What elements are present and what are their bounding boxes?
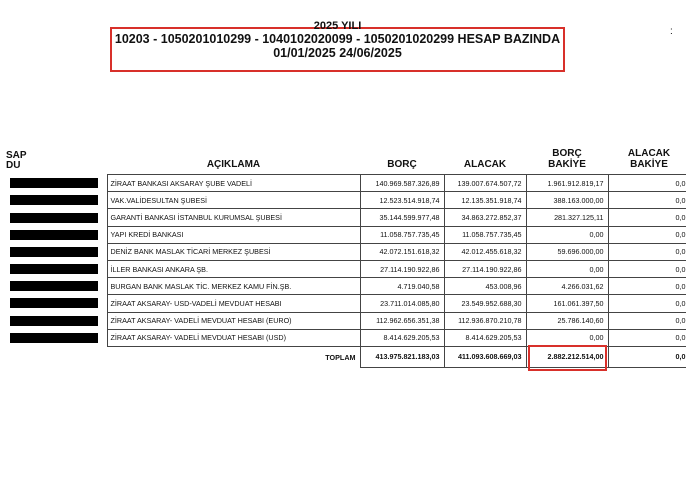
row-borc-bakiye: 0,00 <box>526 226 608 243</box>
row-aciklama: ZİRAAT AKSARAY- VADELİ MEVDUAT HESABI (EURO) <box>107 312 360 329</box>
corner-mark: : <box>670 26 673 37</box>
total-hesap-cell <box>0 346 107 367</box>
account-code-redacted <box>0 278 107 295</box>
total-highlight-box <box>528 345 607 371</box>
row-borc: 112.962.656.351,38 <box>360 312 444 329</box>
row-aciklama: ZİRAAT AKSARAY- USD-VADELİ MEVDUAT HESABI <box>107 295 360 312</box>
redaction-bar <box>10 230 98 240</box>
redaction-bar <box>10 178 98 188</box>
redaction-bar <box>10 247 98 257</box>
total-alacak-bakiye: 0,0 <box>608 346 686 367</box>
account-code-redacted <box>0 192 107 209</box>
row-alacak: 112.936.870.210,78 <box>444 312 526 329</box>
row-alacak: 34.863.272.852,37 <box>444 209 526 226</box>
row-alacak-bakiye: 0,0 <box>608 260 686 277</box>
account-code-redacted <box>0 209 107 226</box>
row-alacak-bakiye: 0,0 <box>608 312 686 329</box>
column-header-alacak-bakiye-bottom: BAKİYE <box>630 159 668 170</box>
redaction-bar <box>10 213 98 223</box>
table-row <box>0 260 686 277</box>
table-header-row <box>0 144 686 175</box>
total-borc-bakiye: 2.882.212.514,00 <box>526 346 608 367</box>
column-header-borc-bakiye <box>526 144 608 175</box>
redaction-bar <box>10 281 98 291</box>
row-borc-bakiye: 25.786.140,60 <box>526 312 608 329</box>
row-borc-bakiye: 0,00 <box>526 329 608 346</box>
column-header-hesap-top: SAP <box>6 149 27 161</box>
balance-table-wrapper <box>0 144 686 368</box>
table-row <box>0 243 686 260</box>
redaction-bar <box>10 333 98 343</box>
report-year: 2025 YILI <box>313 20 362 32</box>
column-header-alacak: ALACAK <box>463 159 507 170</box>
table-row <box>0 226 686 243</box>
row-alacak: 8.414.629.205,53 <box>444 329 526 346</box>
account-code-redacted <box>0 295 107 312</box>
balance-table <box>0 144 686 368</box>
column-header-borc-bakiye-bottom: BAKİYE <box>548 159 586 170</box>
row-alacak-bakiye: 0,0 <box>608 192 686 209</box>
row-alacak: 12.135.351.918,74 <box>444 192 526 209</box>
account-code-redacted <box>0 329 107 346</box>
row-aciklama: GARANTİ BANKASI İSTANBUL KURUMSAL ŞUBESİ <box>107 209 360 226</box>
total-borc: 413.975.821.183,03 <box>360 346 444 367</box>
column-header-alacak-bakiye-top: ALACAK <box>627 148 671 159</box>
row-alacak-bakiye: 0,0 <box>608 243 686 260</box>
row-borc-bakiye: 0,00 <box>526 260 608 277</box>
row-borc: 11.058.757.735,45 <box>360 226 444 243</box>
row-borc: 12.523.514.918,74 <box>360 192 444 209</box>
row-aciklama: BURGAN BANK MASLAK TİC. MERKEZ KAMU FİN.ŞB. <box>107 278 360 295</box>
table-row <box>0 175 686 192</box>
row-alacak-bakiye: 0,0 <box>608 295 686 312</box>
row-alacak-bakiye: 0,0 <box>608 278 686 295</box>
account-code-redacted <box>0 175 107 192</box>
table-row <box>0 278 686 295</box>
column-header-borc-bakiye-top: BORÇ <box>552 148 582 159</box>
row-borc: 35.144.599.977,48 <box>360 209 444 226</box>
row-aciklama: ZİRAAT AKSARAY- VADELİ MEVDUAT HESABI (USD) <box>107 329 360 346</box>
redaction-bar <box>10 195 98 205</box>
row-borc: 4.719.040,58 <box>360 278 444 295</box>
table-row <box>0 209 686 226</box>
row-borc-bakiye: 388.163.000,00 <box>526 192 608 209</box>
row-aciklama: DENİZ BANK MASLAK TİCARİ MERKEZ ŞUBESİ <box>107 243 360 260</box>
row-alacak-bakiye: 0,0 <box>608 209 686 226</box>
row-borc: 27.114.190.922,86 <box>360 260 444 277</box>
row-borc-bakiye: 59.696.000,00 <box>526 243 608 260</box>
report-accounts: 10203 - 1050201010299 - 1040102020099 - 1050201020299 HESAP BAZINDA <box>114 32 561 46</box>
row-borc: 23.711.014.085,80 <box>360 295 444 312</box>
report-period: 01/01/2025 24/06/2025 <box>273 46 402 60</box>
column-header-aciklama: AÇIKLAMA <box>206 159 261 170</box>
row-borc-bakiye: 4.266.031,62 <box>526 278 608 295</box>
account-code-redacted <box>0 260 107 277</box>
row-alacak-bakiye: 0,0 <box>608 226 686 243</box>
total-label: TOPLAM <box>325 352 356 362</box>
row-borc: 140.969.587.326,89 <box>360 175 444 192</box>
row-alacak: 453.008,96 <box>444 278 526 295</box>
row-aciklama: İLLER BANKASI ANKARA ŞB. <box>107 260 360 277</box>
redaction-bar <box>10 264 98 274</box>
row-borc-bakiye: 161.061.397,50 <box>526 295 608 312</box>
table-row <box>0 312 686 329</box>
redaction-bar <box>10 316 98 326</box>
row-borc-bakiye: 281.327.125,11 <box>526 209 608 226</box>
total-alacak: 411.093.608.669,03 <box>444 346 526 367</box>
row-aciklama: YAPI KREDİ BANKASI <box>107 226 360 243</box>
account-code-redacted <box>0 243 107 260</box>
report-header <box>110 20 565 72</box>
table-body <box>0 175 686 347</box>
row-alacak-bakiye: 0,0 <box>608 329 686 346</box>
row-alacak: 11.058.757.735,45 <box>444 226 526 243</box>
table-row <box>0 329 686 346</box>
redaction-bar <box>10 298 98 308</box>
row-alacak: 23.549.952.688,30 <box>444 295 526 312</box>
row-aciklama: VAK.VALİDESULTAN ŞUBESİ <box>107 192 360 209</box>
column-header-hesap <box>0 144 107 175</box>
row-aciklama: ZİRAAT BANKASI AKSARAY ŞUBE VADELİ <box>107 175 360 192</box>
row-alacak: 27.114.190.922,86 <box>444 260 526 277</box>
row-borc: 42.072.151.618,32 <box>360 243 444 260</box>
row-borc-bakiye: 1.961.912.819,17 <box>526 175 608 192</box>
account-code-redacted <box>0 312 107 329</box>
column-header-alacak-bakiye <box>608 144 686 175</box>
row-alacak: 42.012.455.618,32 <box>444 243 526 260</box>
row-alacak-bakiye: 0,0 <box>608 175 686 192</box>
table-row <box>0 192 686 209</box>
table-row <box>0 295 686 312</box>
column-header-borc: BORÇ <box>387 159 417 170</box>
account-code-redacted <box>0 226 107 243</box>
row-borc: 8.414.629.205,53 <box>360 329 444 346</box>
column-header-hesap-bottom: DU <box>6 159 21 171</box>
row-alacak: 139.007.674.507,72 <box>444 175 526 192</box>
